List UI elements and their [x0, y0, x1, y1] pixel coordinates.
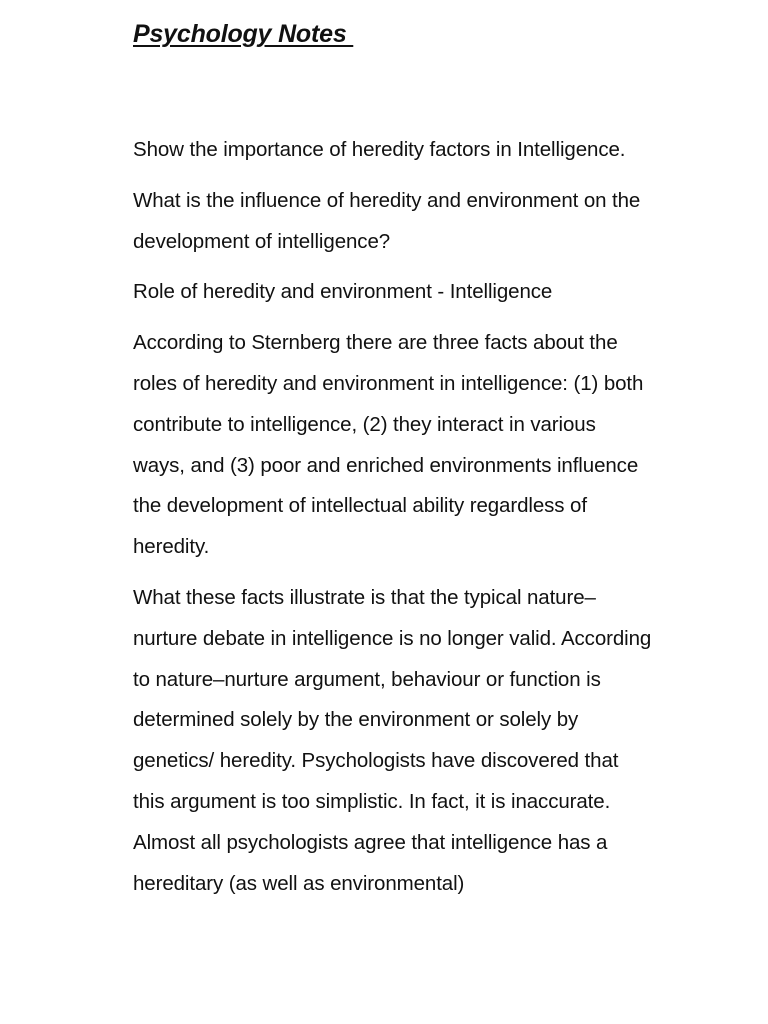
document-title: Psychology Notes — [133, 20, 354, 48]
paragraph-influence-question: What is the influence of heredity and environment on the development of intelligence? — [133, 188, 641, 253]
paragraph-heredity-importance: Show the importance of heredity factors in Intelligence. — [133, 138, 626, 161]
paragraph-role-heading: Role of heredity and environment - Intelligence — [133, 280, 553, 304]
document-body — [133, 130, 653, 914]
paragraph-sternberg-facts: According to Sternberg there are three facts about the roles of heredity and environment in intelligence: (1) both contribute to intelligence, (2) they interact in various ways, and (3) poor and enriched environments influence the development of intellectual ability regardless of heredity. — [133, 331, 644, 559]
paragraph-nature-nurture: What these facts illustrate is that the typical nature– nurture debate in intelligence is no longer valid. According to nature–nurture argument, behaviour or function is determined solely by the environment or solely by genetics/ heredity. Psychologists have discovered that this argument is too simplistic. In fact, it is inaccurate. Almost all psychologists agree that intelligence has a hereditary (as well as environmental) — [133, 585, 652, 895]
